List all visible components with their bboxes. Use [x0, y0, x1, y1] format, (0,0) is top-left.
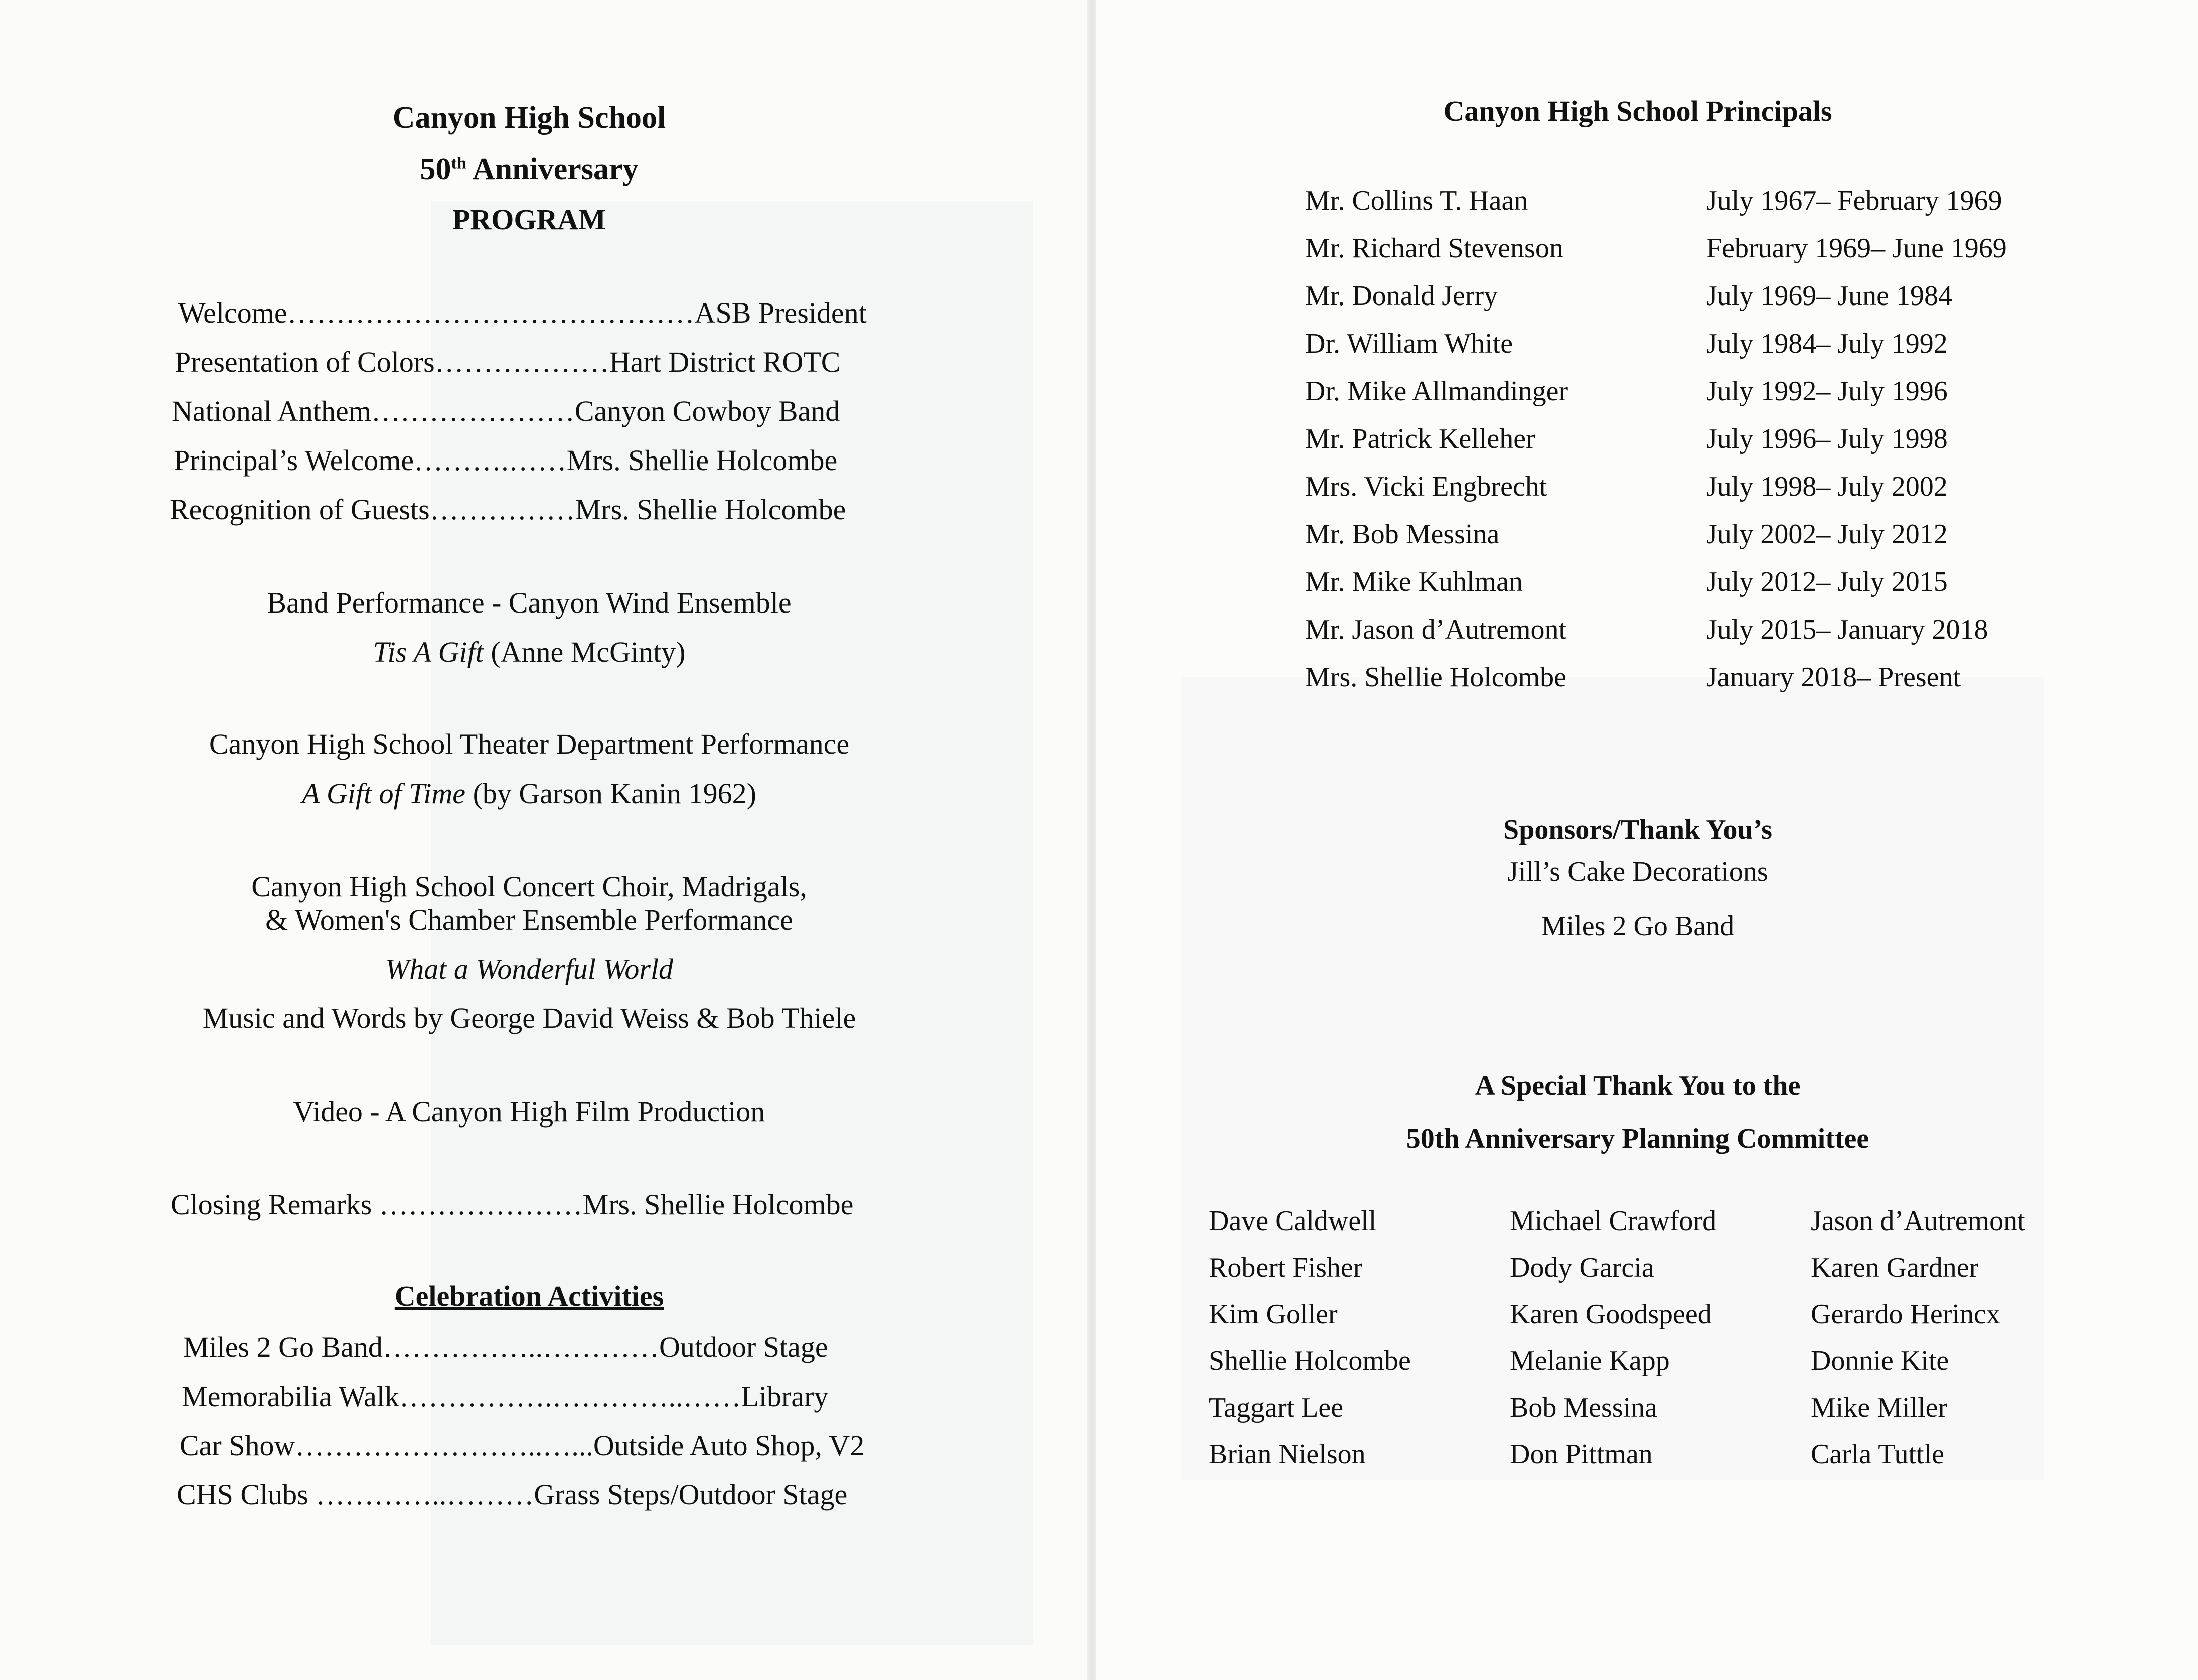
band-performance: Band Performance - Canyon Wind Ensemble — [267, 586, 792, 619]
program-item-value: Mrs. Shellie Holcombe — [566, 444, 838, 477]
principal-name: Dr. Mike Allmandinger — [1305, 376, 1568, 407]
sponsor-item: Jill’s Cake Decorations — [1507, 856, 1768, 887]
band-work-credit: (Anne McGinty) — [483, 636, 686, 668]
left-page — [0, 0, 1088, 1680]
principal-name: Dr. William White — [1305, 328, 1513, 359]
program-item — [178, 296, 867, 330]
principal-name: Mrs. Vicki Engbrecht — [1305, 471, 1547, 502]
committee-member: Dody Garcia — [1510, 1252, 1654, 1283]
anniversary-word: Anniversary — [466, 152, 639, 186]
program-item-leader: …………… — [429, 493, 575, 526]
committee-member: Karen Goodspeed — [1510, 1299, 1712, 1330]
committee-member: Bob Messina — [1510, 1392, 1657, 1423]
activity-item — [177, 1478, 847, 1511]
principal-name: Mr. Jason d’Autremont — [1305, 614, 1567, 645]
program-item-label: Recognition of Guests — [170, 493, 430, 526]
activity-leader: …………..……… — [316, 1478, 534, 1511]
program-item-leader: ……………… — [434, 346, 609, 378]
committee-member: Taggart Lee — [1209, 1392, 1344, 1423]
principal-name: Mr. Richard Stevenson — [1305, 233, 1563, 264]
committee-member: Don Pittman — [1510, 1439, 1653, 1470]
activity-value: Grass Steps/Outdoor Stage — [534, 1478, 848, 1511]
anniversary-superscript: th — [451, 154, 466, 173]
activities-heading: Celebration Activities — [394, 1280, 664, 1312]
program-item-value: Canyon Cowboy Band — [574, 395, 840, 427]
committee-member: Michael Crawford — [1510, 1205, 1717, 1237]
committee-member: Melanie Kapp — [1510, 1345, 1670, 1377]
activity-item — [180, 1429, 864, 1462]
theater-work-title: A Gift of Time — [302, 777, 466, 810]
principal-name: Mr. Bob Messina — [1305, 519, 1500, 550]
activity-label: Miles 2 Go Band — [183, 1331, 383, 1363]
principal-name: Mr. Patrick Kelleher — [1305, 423, 1535, 454]
program-anniversary-title — [0, 151, 1058, 187]
band-work-title: Tis A Gift — [373, 636, 484, 668]
committee-member: Shellie Holcombe — [1209, 1345, 1411, 1377]
choir-work-credit: Music and Words by George David Weiss & Bob Thiele — [202, 1002, 856, 1034]
activity-leader: …………….…………..…… — [399, 1380, 741, 1413]
theater-work-line — [0, 777, 1058, 810]
choir-work-title: What a Wonderful World — [385, 953, 674, 985]
principals-heading: Canyon High School Principals — [1443, 95, 1832, 127]
committee-member: Mike Miller — [1811, 1392, 1948, 1423]
principal-term: July 2002– July 2012 — [1706, 519, 1948, 550]
program-item — [170, 493, 846, 526]
program-item-label: Presentation of Colors — [175, 346, 435, 378]
program-item — [175, 345, 840, 379]
activity-item — [183, 1330, 828, 1364]
program-item-value: Hart District ROTC — [609, 346, 841, 378]
activity-label: Memorabilia Walk — [182, 1380, 399, 1413]
activity-label: Car Show — [180, 1429, 295, 1462]
closing-value: Mrs. Shellie Holcombe — [582, 1188, 854, 1221]
program-item-label: Welcome — [178, 296, 287, 329]
principal-term: February 1969– June 1969 — [1706, 233, 2007, 264]
principal-name: Mr. Mike Kuhlman — [1305, 566, 1523, 597]
program-school-title: Canyon High School — [392, 101, 666, 135]
program-item-leader: ………………… — [371, 395, 575, 427]
principal-term: July 1967– February 1969 — [1706, 185, 2002, 216]
committee-member: Brian Nielson — [1209, 1439, 1366, 1470]
principal-name: Mrs. Shellie Holcombe — [1305, 662, 1567, 693]
band-work-line — [0, 635, 1058, 669]
activity-value: Library — [741, 1380, 829, 1413]
sponsors-heading: Sponsors/Thank You’s — [1503, 814, 1772, 845]
activity-leader: ……………………..…... — [295, 1429, 593, 1462]
program-item — [174, 443, 837, 477]
committee-member: Jason d’Autremont — [1811, 1205, 2025, 1237]
committee-member: Dave Caldwell — [1209, 1205, 1377, 1237]
principal-name: Mr. Donald Jerry — [1305, 280, 1498, 312]
principal-term: July 1969– June 1984 — [1706, 280, 1952, 312]
principal-term: July 1992– July 1996 — [1706, 376, 1948, 407]
sponsor-item: Miles 2 Go Band — [1541, 910, 1735, 942]
principal-term: July 1984– July 1992 — [1706, 328, 1948, 359]
committee-heading-1: A Special Thank You to the — [1475, 1070, 1801, 1101]
committee-member: Kim Goller — [1209, 1299, 1338, 1330]
activity-leader: ……………..………… — [382, 1331, 659, 1363]
activity-value: Outdoor Stage — [659, 1331, 828, 1363]
principal-term: July 1998– July 2002 — [1706, 471, 1948, 502]
committee-member: Karen Gardner — [1811, 1252, 1979, 1283]
principal-term: July 1996– July 1998 — [1706, 423, 1948, 454]
closing-remarks — [171, 1188, 853, 1221]
committee-heading-2: 50th Anniversary Planning Committee — [1406, 1123, 1869, 1154]
activity-item — [182, 1380, 828, 1413]
principal-term: July 2012– July 2015 — [1706, 566, 1948, 597]
program-item-label: National Anthem — [172, 395, 371, 427]
principal-term: July 2015– January 2018 — [1706, 614, 1988, 645]
program-item-value: Mrs. Shellie Holcombe — [575, 493, 846, 526]
principal-name: Mr. Collins T. Haan — [1305, 185, 1528, 216]
closing-label: Closing Remarks — [171, 1188, 379, 1221]
closing-leader: ………………… — [379, 1188, 583, 1221]
theater-work-credit: (by Garson Kanin 1962) — [465, 777, 756, 810]
program-item-leader: …………………………………… — [287, 296, 695, 329]
committee-member: Carla Tuttle — [1811, 1439, 1945, 1470]
committee-member: Gerardo Herincx — [1811, 1299, 2000, 1330]
principal-term: January 2018– Present — [1706, 662, 1961, 693]
choir-line-2: & Women's Chamber Ensemble Performance — [265, 903, 793, 936]
anniversary-number: 50 — [420, 152, 451, 186]
activity-label: CHS Clubs — [177, 1478, 316, 1511]
theater-performance: Canyon High School Theater Department Performance — [209, 728, 850, 760]
committee-member: Robert Fisher — [1209, 1252, 1363, 1283]
choir-line-1: Canyon High School Concert Choir, Madrigals, — [251, 870, 807, 903]
committee-member: Donnie Kite — [1811, 1345, 1949, 1377]
program-heading: PROGRAM — [452, 203, 606, 236]
program-item-label: Principal’s Welcome — [174, 444, 414, 477]
program-item — [172, 394, 840, 428]
video-line: Video - A Canyon High Film Production — [293, 1095, 765, 1128]
activity-value: Outside Auto Shop, V2 — [593, 1429, 865, 1462]
program-item-value: ASB President — [694, 296, 867, 329]
program-item-leader: ……….…… — [414, 444, 567, 477]
